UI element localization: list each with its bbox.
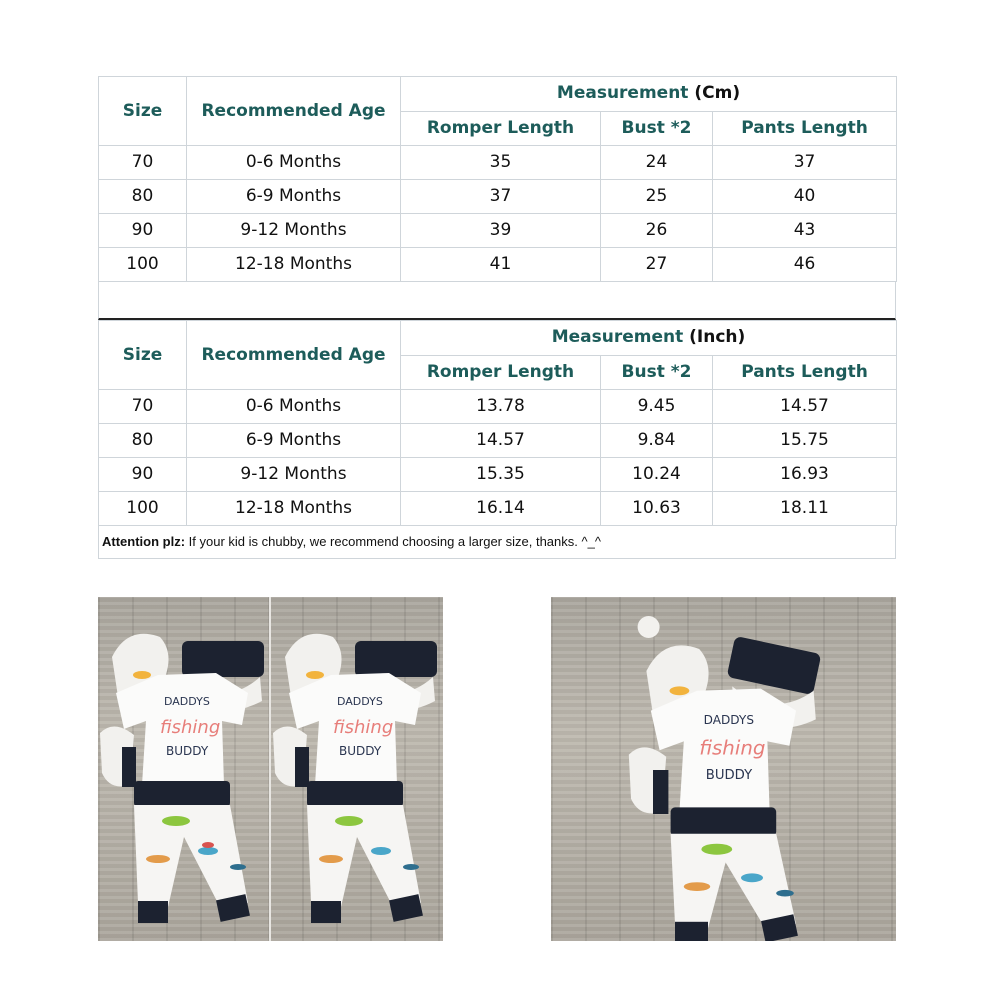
onesie-text-buddy: BUDDY [166, 744, 209, 758]
size-chart [98, 76, 896, 559]
table-spacer [98, 282, 896, 320]
cell-age: 12-18 Months [187, 492, 401, 526]
table-row [99, 492, 897, 526]
cell-pants: 43 [713, 214, 897, 248]
measurement-label: Measurement [551, 327, 684, 348]
cell-age: 12-18 Months [187, 248, 401, 282]
header-size: Size [99, 321, 187, 390]
note-label: Attention plz: [102, 534, 186, 549]
cell-romper: 14.57 [401, 424, 601, 458]
measurement-unit: (Inch) [689, 327, 746, 348]
onesie-text-fishing: fishing [699, 736, 766, 760]
cell-age: 0-6 Months [187, 390, 401, 424]
table-row [99, 390, 897, 424]
onesie-text-buddy: BUDDY [339, 744, 382, 758]
cell-size: 80 [99, 424, 187, 458]
cell-size: 90 [99, 458, 187, 492]
cell-size: 100 [99, 492, 187, 526]
cell-bust: 24 [601, 146, 713, 180]
cell-age: 0-6 Months [187, 146, 401, 180]
cell-bust: 26 [601, 214, 713, 248]
cell-romper: 13.78 [401, 390, 601, 424]
header-measurement [401, 77, 897, 112]
measurement-label: Measurement [556, 83, 689, 104]
cell-pants: 14.57 [713, 390, 897, 424]
cell-size: 100 [99, 248, 187, 282]
product-photo-left [98, 597, 443, 941]
table-row [99, 458, 897, 492]
note-text: If your kid is chubby, we recommend choosing a larger size, thanks. ^_^ [185, 534, 601, 549]
header-pants-length: Pants Length [713, 355, 897, 390]
cell-pants: 18.11 [713, 492, 897, 526]
cell-size: 70 [99, 146, 187, 180]
cell-bust: 10.63 [601, 492, 713, 526]
header-pants-length: Pants Length [713, 111, 897, 146]
cell-size: 90 [99, 214, 187, 248]
cell-pants: 40 [713, 180, 897, 214]
header-size: Size [99, 77, 187, 146]
onesie-text-buddy: BUDDY [705, 767, 753, 783]
measurement-unit: (Cm) [694, 83, 741, 104]
header-recommended-age: Recommended Age [187, 321, 401, 390]
cell-bust: 27 [601, 248, 713, 282]
cell-pants: 16.93 [713, 458, 897, 492]
cell-romper: 15.35 [401, 458, 601, 492]
cell-romper: 37 [401, 180, 601, 214]
outfit-illustration-right [551, 597, 896, 941]
table-row [99, 146, 897, 180]
cell-bust: 9.84 [601, 424, 713, 458]
cell-pants: 46 [713, 248, 897, 282]
cell-romper: 41 [401, 248, 601, 282]
onesie-text-daddys: DADDYS [703, 712, 755, 727]
header-romper-length: Romper Length [401, 355, 601, 390]
size-table-cm [98, 76, 897, 282]
header-measurement [401, 321, 897, 356]
table-row [99, 214, 897, 248]
attention-note [98, 526, 896, 559]
table-row [99, 248, 897, 282]
cell-age: 6-9 Months [187, 180, 401, 214]
cell-age: 9-12 Months [187, 214, 401, 248]
header-bust: Bust *2 [601, 355, 713, 390]
cell-size: 70 [99, 390, 187, 424]
table-row [99, 180, 897, 214]
header-romper-length: Romper Length [401, 111, 601, 146]
cell-age: 9-12 Months [187, 458, 401, 492]
header-recommended-age: Recommended Age [187, 77, 401, 146]
cell-romper: 16.14 [401, 492, 601, 526]
cell-romper: 39 [401, 214, 601, 248]
cell-bust: 25 [601, 180, 713, 214]
header-bust: Bust *2 [601, 111, 713, 146]
cell-age: 6-9 Months [187, 424, 401, 458]
onesie-text-fishing: fishing [333, 717, 394, 738]
cell-bust: 10.24 [601, 458, 713, 492]
onesie-text-daddys: DADDYS [164, 695, 210, 708]
size-table-inch [98, 320, 897, 526]
cell-romper: 35 [401, 146, 601, 180]
table-row [99, 424, 897, 458]
onesie-text-daddys: DADDYS [337, 695, 383, 708]
photo-divider [269, 597, 271, 941]
cell-pants: 15.75 [713, 424, 897, 458]
cell-bust: 9.45 [601, 390, 713, 424]
cell-size: 80 [99, 180, 187, 214]
onesie-text-fishing: fishing [160, 717, 221, 738]
product-photo-right [551, 597, 896, 941]
cell-pants: 37 [713, 146, 897, 180]
